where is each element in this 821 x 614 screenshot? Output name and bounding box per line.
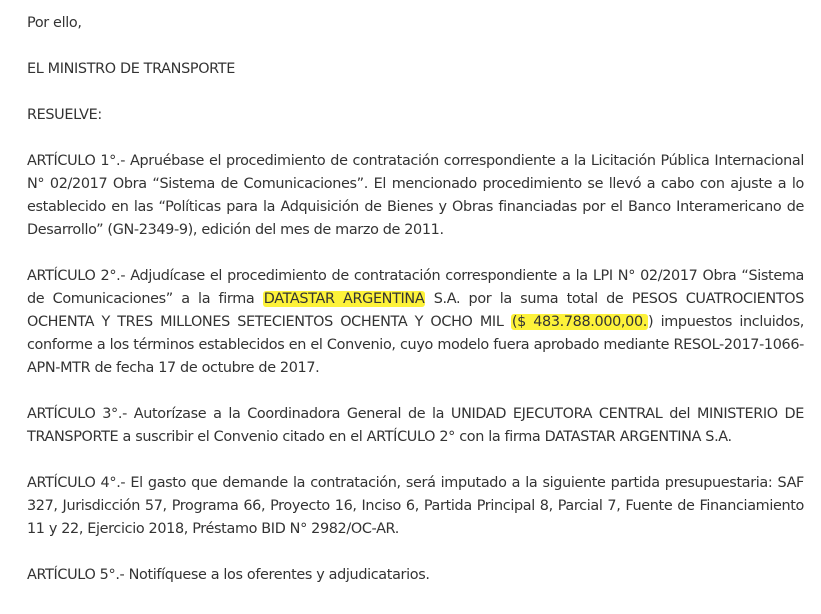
article-3: ARTÍCULO 3°.- Autorízase a la Coordinadora General de la UNIDAD EJECUTORA CENTRAL del MINISTERIO DE TRANSPORTE a suscribir el Convenio citado en el ARTÍCULO 2° con la firma DATASTAR ARGENTINA S.A.	[27, 406, 804, 445]
article-4: ARTÍCULO 4°.- El gasto que demande la contratación, será imputado a la siguiente partida presupuestaria: SAF 327, Jurisdicción 57, Programa 66, Proyecto 16, Inciso 6, Partida Principal 8, Parcial 7, Fuente de Financiamiento 11 y 22, Ejercicio 2018, Préstamo BID N° 2982/OC-AR.	[27, 475, 804, 537]
article-2	[27, 265, 804, 380]
article-2-text-c: ) impuestos incluidos, conforme a los términos establecidos en el Convenio, cuyo modelo fuera aprobado mediante RESOL-2017-1066-APN-MTR de fecha 17 de octubre de 2017.	[27, 314, 805, 376]
highlight-amount: ($ 483.788.000,00.	[511, 314, 647, 330]
article-1: ARTÍCULO 1°.- Apruébase el procedimiento de contratación correspondiente a la Licitación Pública Internacional N° 02/2017 Obra “Sistema de Comunicaciones”. El mencionado procedimiento se llevó a cabo con ajuste a lo establecido en las “Políticas para la Adquisición de Bienes y Obras financiadas por el Banco Interamericano de Desarrollo” (GN-2349-9), edición del mes de marzo de 2011.	[27, 153, 804, 238]
article-2-text-a: ARTÍCULO 2°.- Adjudícase el procedimiento de contratación correspondiente a la LPI N° 02/2017 Obra “Sistema de Comunicaciones” a la firma	[27, 268, 804, 307]
article-5: ARTÍCULO 5°.- Notifíquese a los oferentes y adjudicatarios.	[27, 567, 430, 583]
article-2-text-b: S.A. por la suma total de PESOS CUATROCIENTOS OCHENTA Y TRES MILLONES SETECIENTOS OCHENTA Y OCHO MIL	[27, 291, 804, 330]
resolution-document	[27, 12, 804, 610]
intro-line: Por ello,	[27, 15, 82, 31]
highlight-company-name: DATASTAR ARGENTINA	[263, 291, 425, 307]
resolves-line: RESUELVE:	[27, 107, 102, 123]
authority-line: EL MINISTRO DE TRANSPORTE	[27, 61, 235, 77]
